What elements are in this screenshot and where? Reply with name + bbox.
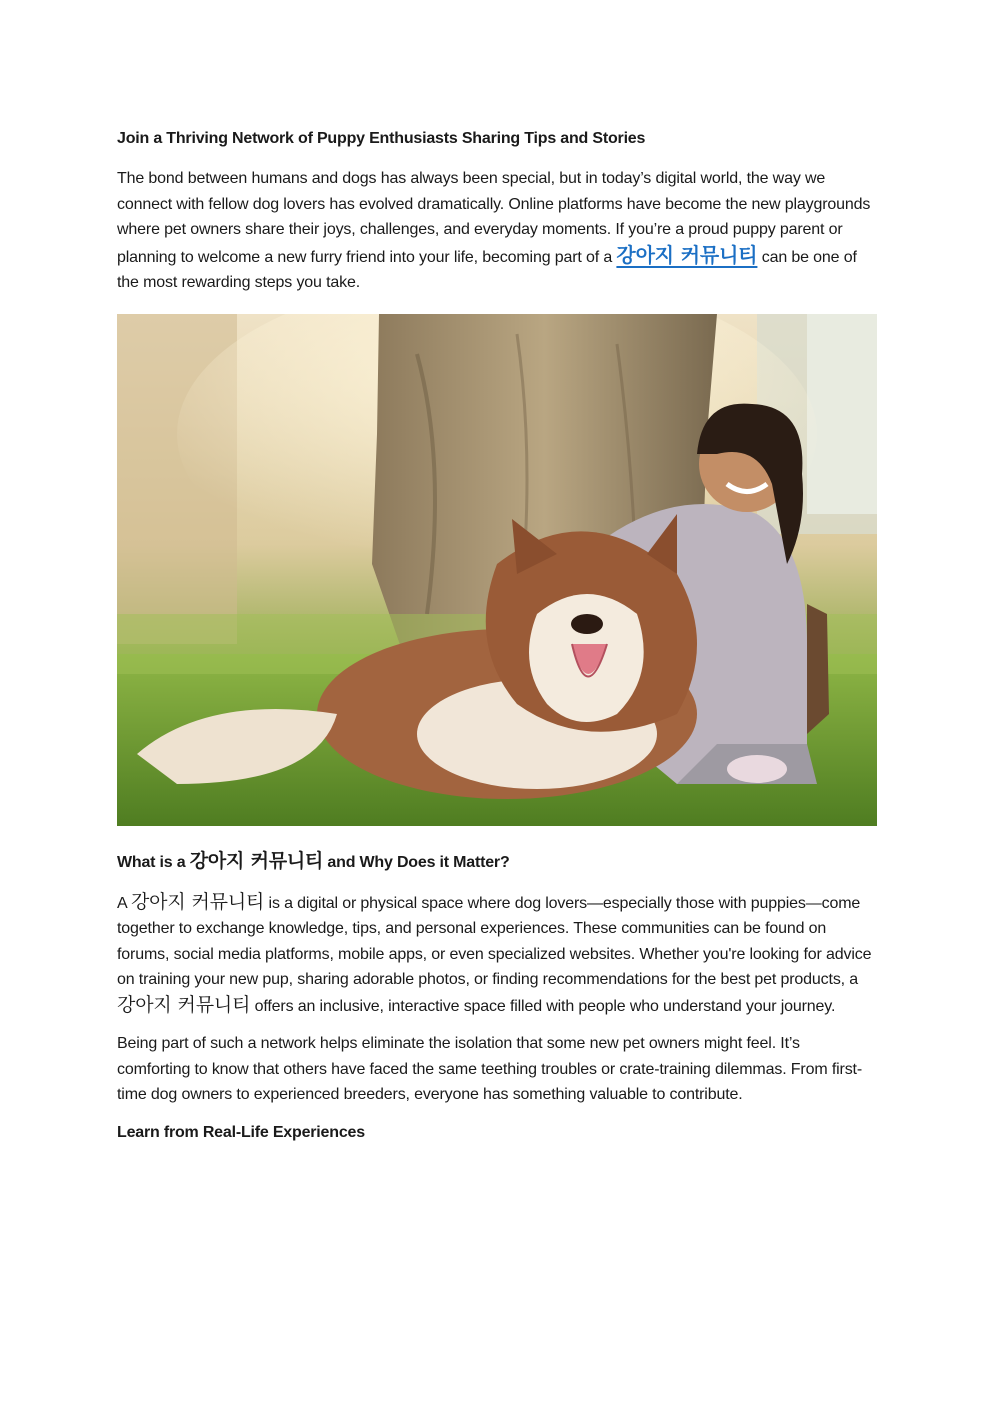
intro-text-after-link: can be one of the most rewarding steps you take. — [117, 248, 857, 291]
what-korean-term-2: 강아지 커뮤니티 — [117, 993, 251, 1016]
what-heading-korean: 강아지 커뮤니티 — [189, 849, 324, 872]
intro-text-before-link: The bond between humans and dogs has always been special, but in today’s digital world, the way we connect with fellow dog lovers has evolved dramatically. Online platforms have become the new playgrounds where pet owners share their joys, challenges, and everyday moments. If you’re a proud puppy parent or planning to welcome a new furry friend into your life, becoming part of a — [117, 170, 871, 266]
hero-photo-illustration — [117, 314, 877, 826]
intro-paragraph — [117, 166, 877, 296]
what-korean-term-1: 강아지 커뮤니티 — [130, 890, 265, 913]
document-page — [117, 126, 877, 1146]
hero-photo-woman-with-dog — [117, 314, 877, 826]
what-is-paragraph — [117, 890, 877, 1020]
what-heading-before: What is a — [117, 853, 190, 871]
what-is-heading — [117, 848, 877, 876]
learn-heading: Learn from Real-Life Experiences — [117, 1123, 365, 1141]
dog-community-link[interactable]: 강아지 커뮤니티 — [616, 242, 758, 267]
main-heading: Join a Thriving Network of Puppy Enthusiasts Sharing Tips and Stories — [117, 130, 646, 147]
being-part-paragraph: Being part of such a network helps eliminate the isolation that some new pet owners might feel. It’s comforting to know that others have faced the same teething troubles or crate-training dilemmas. From first-time dog owners to experienced breeders, everyone has something valuable to contribute. — [117, 1035, 863, 1103]
what-middle: is a digital or physical space where dog lovers—especially those with puppies—come together to exchange knowledge, tips, and personal experiences. These communities can be found on forums, social media platforms, mobile apps, or even specialized websites. Whether you're looking for advice on training your new pup, sharing adorable photos, or finding recommendations for the best pet products, a — [117, 894, 872, 988]
what-end: offers an inclusive, interactive space filled with people who understand your journey. — [250, 997, 836, 1015]
what-lead: A — [117, 894, 131, 912]
what-heading-after: and Why Does it Matter? — [323, 853, 510, 871]
